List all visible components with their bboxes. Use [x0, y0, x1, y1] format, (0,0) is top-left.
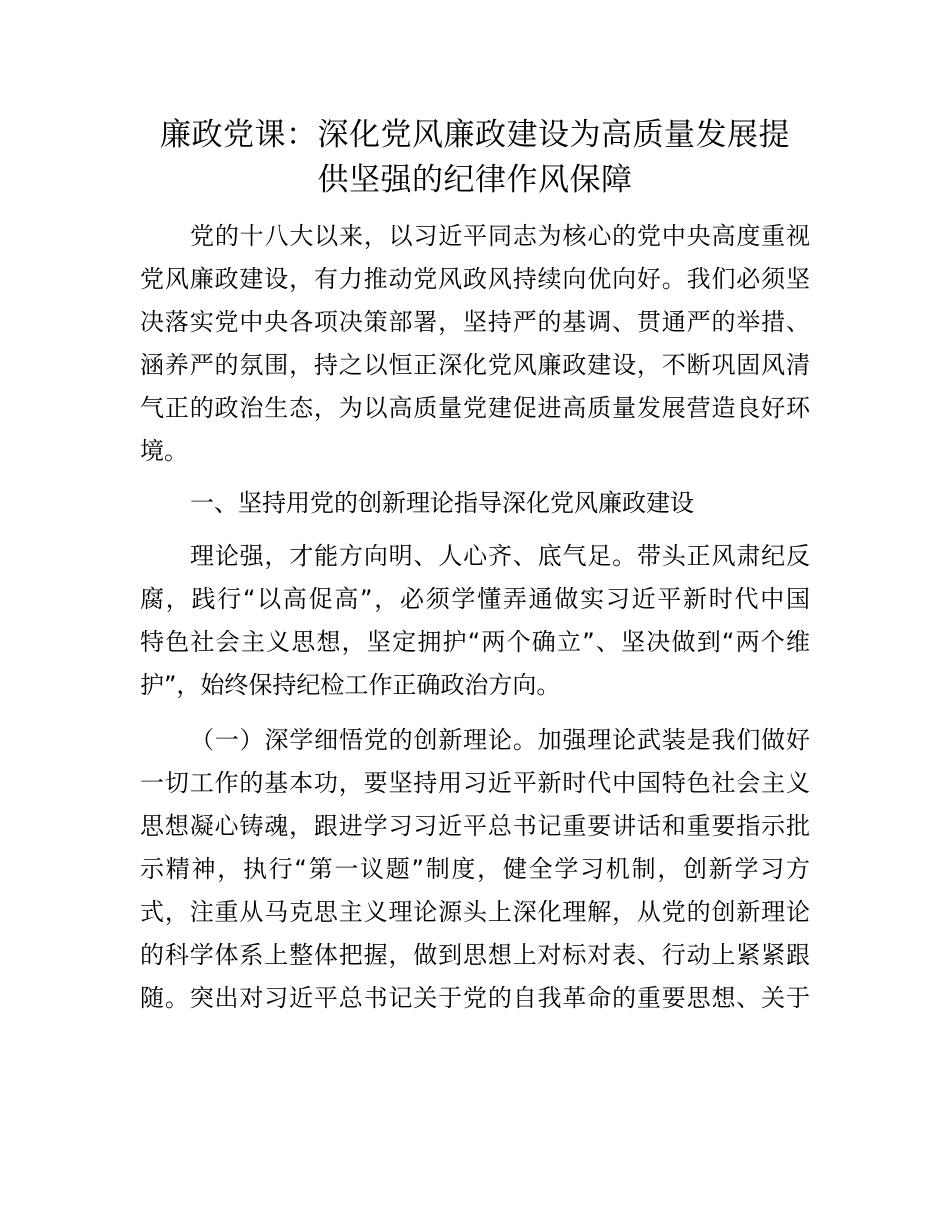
paragraph-line: 特色社会主义思想，坚定拥护“两个确立”、坚决做到“两个维 [140, 628, 810, 656]
paragraph-line: 决落实党中央各项决策部署，坚持严的基调、贯通严的举措、 [140, 308, 810, 336]
paragraph-line: 腐，践行“以高促高”，必须学懂弄通做实习近平新时代中国 [140, 585, 810, 613]
paragraph-line: 的科学体系上整体把握，做到思想上对标对表、行动上紧紧跟 [140, 941, 810, 969]
paragraph-line: 一切工作的基本功，要坚持用习近平新时代中国特色社会主义 [140, 769, 810, 797]
paragraph-line: 境。 [140, 437, 188, 465]
paragraph-line: 随。突出对习近平总书记关于党的自我革命的重要思想、关于 [140, 984, 810, 1012]
paragraph-line: 党风廉政建设，有力推动党风政风持续向优向好。我们必须坚 [140, 265, 810, 293]
paragraph-line: （一）深学细悟党的创新理论。加强理论武装是我们做好 [190, 726, 810, 754]
paragraph-line: 护”，始终保持纪检工作正确政治方向。 [140, 671, 561, 699]
document-title-line-1: 廉政党课：深化党风廉政建设为高质量发展提 [160, 117, 790, 153]
paragraph-line: 式，注重从马克思主义理论源头上深化理解，从党的创新理论 [140, 898, 810, 926]
document-title-line-2: 供坚强的纪律作风保障 [317, 162, 633, 198]
paragraph-line: 气正的政治生态，为以高质量党建促进高质量发展营造良好环 [140, 394, 810, 422]
paragraph-line: 思想凝心铸魂，跟进学习习近平总书记重要讲话和重要指示批 [140, 812, 810, 840]
paragraph-line: 示精神，执行“第一议题”制度，健全学习机制，创新学习方 [140, 855, 810, 883]
section-heading-1: 一、坚持用党的创新理论指导深化党风廉政建设 [190, 489, 694, 517]
paragraph-line: 党的十八大以来，以习近平同志为核心的党中央高度重视 [190, 222, 810, 250]
paragraph-line: 理论强，才能方向明、人心齐、底气足。带头正风肃纪反 [190, 542, 810, 570]
paragraph-line: 涵养严的氛围，持之以恒正深化党风廉政建设，不断巩固风清 [140, 351, 810, 379]
